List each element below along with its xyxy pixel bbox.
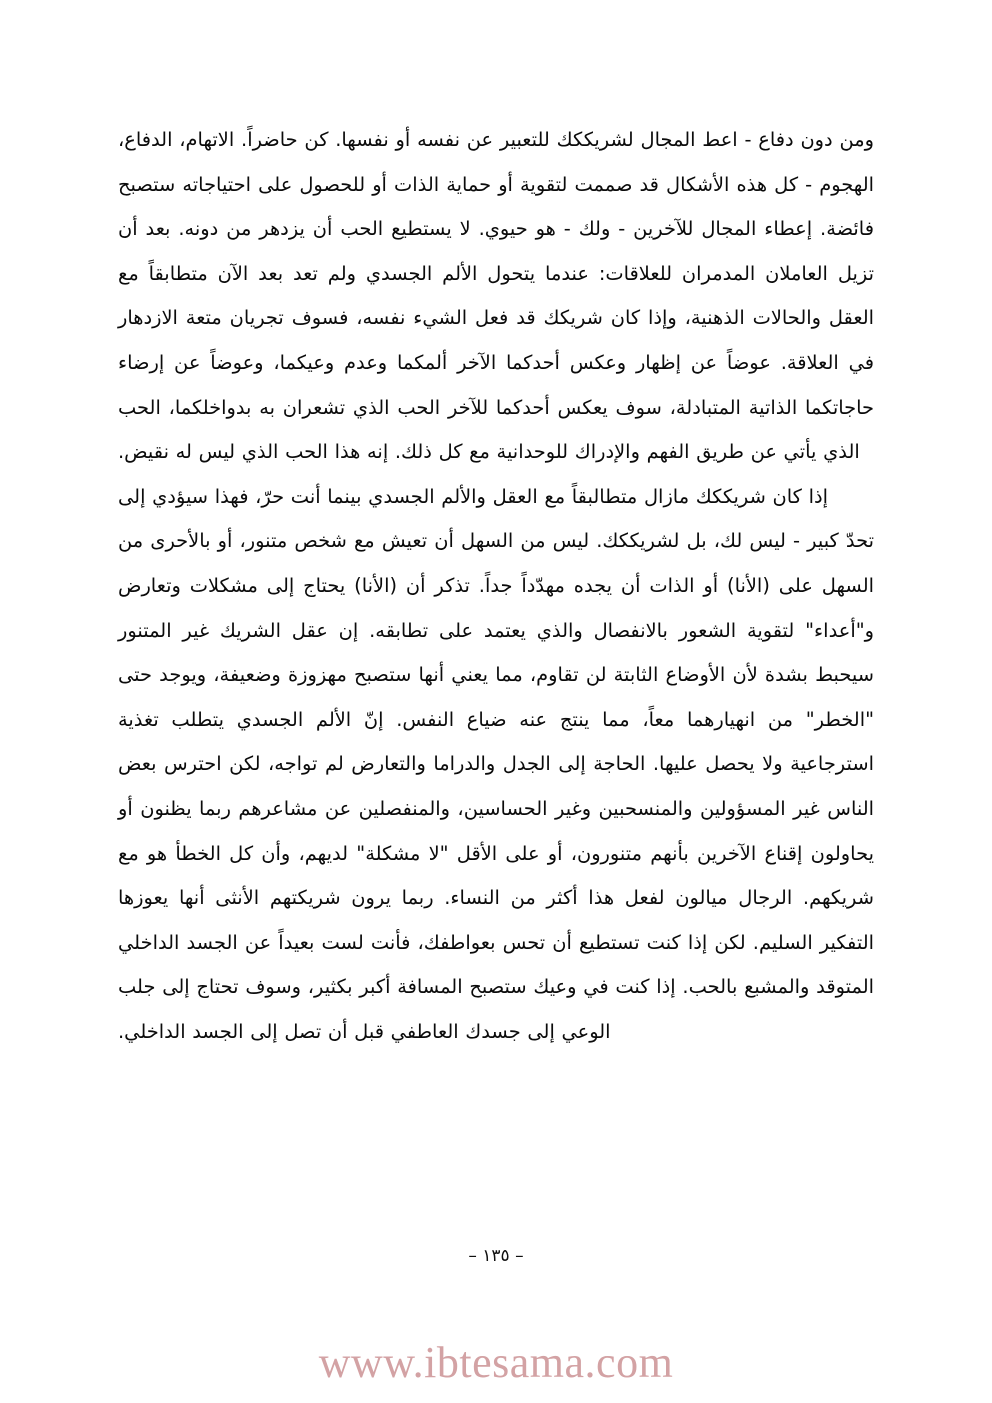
page-number: – ١٣٥ –: [468, 1246, 524, 1266]
paragraph-2: إذا كان شريككك مازال متطالبقاً مع العقل والألم الجسدي بينما أنت حرّ، فهذا سيؤدي إلى تحدّ كبير - ليس لك، بل لشريككك. ليس من السهل أن تعيش مع شخص متنور، أو بالأحرى من السهل على (الأنا) أو الذات أن يجده مهدّداً جداً. تذكر أن (الأنا) يحتاج إلى مشكلات وتعارض و"أعداء" لتقوية الشعور بالانفصال والذي يعتمد على تطابقه. إن عقل الشريك غير المتنور سيحبط بشدة لأن الأوضاع الثابتة لن تقاوم، مما يعني أنها ستصبح مهزوزة وضعيفة، ويوجد حتى "الخطر" من انهيارهما معاً، مما ينتج عنه ضياع النفس. إنّ الألم الجسدي يتطلب تغذية استرجاعية ولا يحصل عليها. الحاجة إلى الجدل والدراما والتعارض لم تواجه، لكن احترس بعض الناس غير المسؤولين والمنسحبين وغير الحساسين، والمنفصلين عن مشاعرهم ربما يظنون أو يحاولون إقناع الآخرين بأنهم متنورون، أو على الأقل "لا مشكلة" لديهم، وأن كل الخطأ هو مع شريكهم. الرجال ميالون لفعل هذا أكثر من النساء. ربما يرون شريكتهم الأنثى أنها يعوزها التفكير السليم. لكن إذا كنت تستطيع أن تحس بعواطفك، فأنت لست بعيداً عن الجسد الداخلي المتوقد والمشبع بالحب. إذا كنت في وعيك ستصبح المسافة أكبر بكثير، وسوف تحتاج إلى جلب الوعي إلى جسدك العاطفي قبل أن تصل إلى الجسد الداخلي.: [118, 484, 874, 1043]
site-watermark: www.ibtesama.com: [318, 1338, 674, 1387]
page-text-body: [118, 118, 874, 1054]
paragraph-1: ومن دون دفاع - اعط المجال لشريككك للتعبير عن نفسه أو نفسها. كن حاضراً. الاتهام، الدفاع، الهجوم - كل هذه الأشكال قد صممت لتقوية أو حماية الذات أو للحصول على احتياجاته ستصبح فائضة. إعطاء المجال للآخرين - ولك - هو حيوي. لا يستطيع الحب أن يزدهر من دونه. بعد أن تزيل العاملان المدمران للعلاقات: عندما يتحول الألم الجسدي ولم تعد بعد الآن متطابقاً مع العقل والحالات الذهنية، وإذا كان شريكك قد فعل الشيء نفسه، فسوف تجريان متعة الازدهار في العلاقة. عوضاً عن إظهار وعكس أحدكما الآخر ألمكما وعدم وعيكما، وعوضاً عن إرضاء حاجاتكما الذاتية المتبادلة، سوف يعكس أحدكما للآخر الحب الذي تشعران به بدواخلكما، الحب الذي يأتي عن طريق الفهم والإدراك للوحدانية مع كل ذلك. إنه هذا الحب الذي ليس له نقيض.: [118, 128, 874, 464]
